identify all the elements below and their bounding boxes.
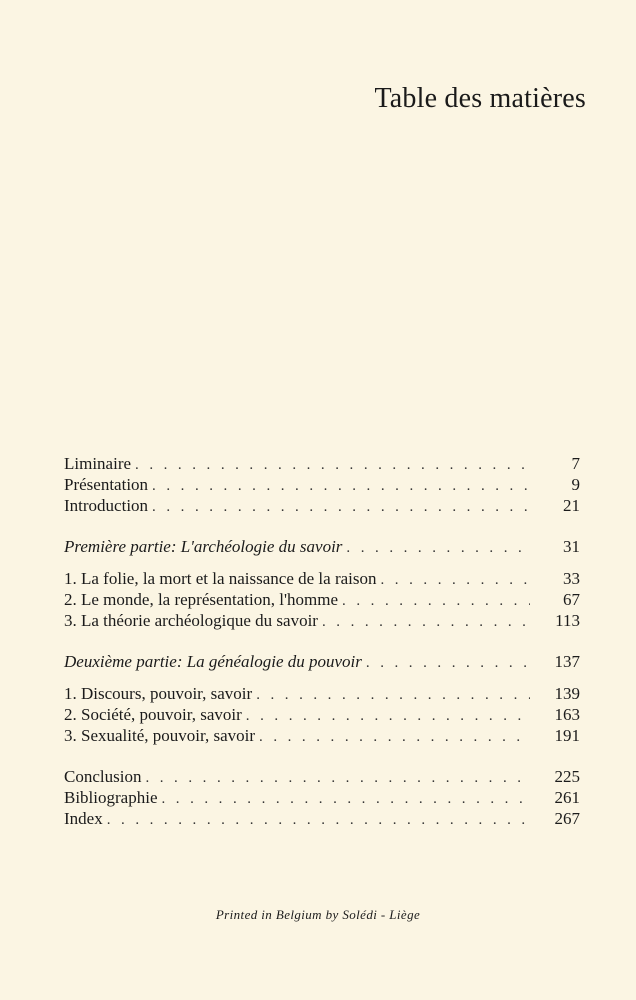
toc-entry-page: 191 xyxy=(554,726,580,745)
part-heading-page: 137 xyxy=(554,652,580,671)
toc-entry-label: 2. Société, pouvoir, savoir xyxy=(64,705,242,724)
toc-entry-label: 3. La théorie archéologique du savoir xyxy=(64,611,318,630)
toc-entry-page: 7 xyxy=(571,454,580,473)
dot-leader xyxy=(107,810,530,831)
toc-entry xyxy=(64,495,580,516)
toc-entry-label: Liminaire xyxy=(64,454,132,473)
dot-leader xyxy=(259,727,530,748)
dot-leader xyxy=(322,612,530,633)
dot-leader xyxy=(152,497,530,518)
dot-leader xyxy=(381,570,531,591)
toc-entry-page: 113 xyxy=(555,611,580,630)
toc-entry-label: Présentation xyxy=(64,475,149,494)
toc-entry-page: 225 xyxy=(554,767,580,786)
toc-entry xyxy=(64,683,580,704)
toc-entry-page: 163 xyxy=(554,705,580,724)
part1-chapters xyxy=(64,568,580,631)
page-title: Table des matières xyxy=(374,83,586,114)
dot-leader xyxy=(256,685,530,706)
toc-entry-label: Bibliographie xyxy=(64,788,158,807)
toc-entry xyxy=(64,766,580,787)
toc-entry xyxy=(64,453,580,474)
toc-entry-page: 33 xyxy=(563,569,580,588)
toc-entry-label: 3. Sexualité, pouvoir, savoir xyxy=(64,726,256,745)
part-heading-label: Deuxième partie: La généalogie du pouvoir xyxy=(64,652,362,671)
toc-entry-label: Conclusion xyxy=(64,767,142,786)
toc-entry-label: 1. La folie, la mort et la naissance de la raison xyxy=(64,569,377,588)
toc-entry xyxy=(64,589,580,610)
dot-leader xyxy=(342,591,530,612)
toc-entry xyxy=(64,787,580,808)
toc-entry-page: 139 xyxy=(554,684,580,703)
front-matter xyxy=(64,453,580,516)
toc-entry xyxy=(64,610,580,631)
toc-entry xyxy=(64,474,580,495)
part-heading xyxy=(64,536,580,557)
dot-leader xyxy=(246,706,530,727)
toc-entry-page: 67 xyxy=(563,590,580,609)
part-heading xyxy=(64,651,580,672)
toc-entry-page: 261 xyxy=(554,788,580,807)
toc-entry-label: 2. Le monde, la représentation, l'homme xyxy=(64,590,339,609)
part-heading-page: 31 xyxy=(563,537,580,556)
toc-entry xyxy=(64,725,580,746)
printer-note: Printed in Belgium by Solédi - Liège xyxy=(215,907,421,922)
dot-leader xyxy=(161,789,530,810)
toc-entry xyxy=(64,704,580,725)
part-heading-label: Première partie: L'archéologie du savoir xyxy=(64,537,343,556)
toc-entry-label: Introduction xyxy=(64,496,149,515)
toc-entry-page: 21 xyxy=(563,496,580,515)
dot-leader xyxy=(346,538,530,559)
part2-chapters xyxy=(64,683,580,746)
toc-entry-page: 9 xyxy=(571,475,580,494)
table-of-contents xyxy=(64,453,580,829)
toc-entry-page: 267 xyxy=(554,809,580,828)
dot-leader xyxy=(366,653,530,674)
dot-leader xyxy=(135,455,530,476)
dot-leader xyxy=(145,768,530,789)
toc-entry xyxy=(64,568,580,589)
toc-entry-label: 1. Discours, pouvoir, savoir xyxy=(64,684,253,703)
toc-entry-label: Index xyxy=(64,809,103,828)
toc-entry xyxy=(64,808,580,829)
back-matter xyxy=(64,766,580,829)
dot-leader xyxy=(152,476,530,497)
